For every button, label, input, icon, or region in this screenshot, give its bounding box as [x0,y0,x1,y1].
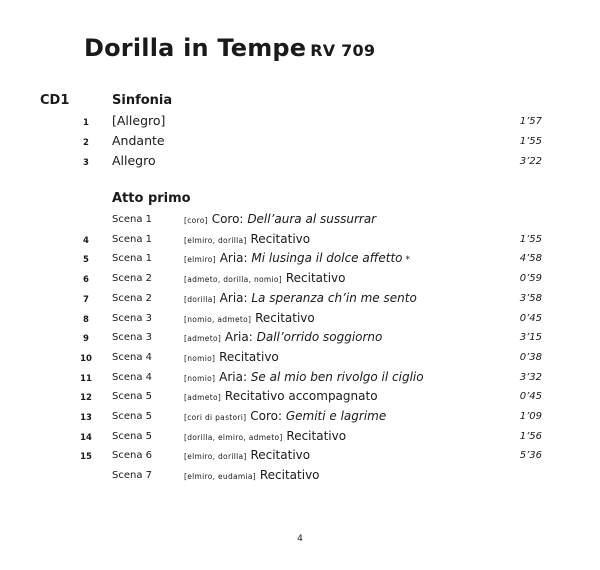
track-row [0,113,600,133]
track-duration: 4’58 [519,253,542,265]
track-type: Aria: [219,251,248,266]
track-row [0,310,600,330]
track-duration: 1’09 [519,411,542,422]
track-title: Se al mio ben rivolgo il ciglio [250,369,424,384]
scene-label: Scena 5 [112,391,153,403]
catalog-number: RV 709 [310,41,376,60]
track-number: 4 [83,235,89,246]
track-roles: [admeto] [184,334,222,344]
track-type: Recitativo [286,428,347,443]
track-number: 11 [80,373,92,384]
scene-label: Scena 5 [112,411,153,422]
track-description [184,212,376,226]
track-title: [Allegro] [112,113,166,128]
track-duration: 3’58 [519,292,542,304]
track-roles: [admeto, dorilla, nomio] [184,275,282,285]
track-duration: 3’22 [519,156,542,167]
track-description [184,271,345,285]
track-number: 9 [83,334,89,345]
track-duration: 1’55 [519,136,542,147]
scene-label: Scena 2 [112,273,153,285]
track-type: Coro: [250,409,283,423]
track-description [184,232,310,246]
track-type: Recitativo [250,448,311,463]
track-roles: [coro] [184,216,208,225]
track-number: 13 [80,413,92,423]
track-row [0,133,600,153]
track-roles: [nomio] [184,373,216,383]
track-roles: [elmiro, eudamia] [184,472,257,482]
track-row [0,231,600,251]
track-type: Recitativo [285,271,346,286]
scene-label: Scena 1 [112,233,153,245]
track-row [0,369,600,389]
footnote-mark: * [405,255,411,266]
track-row [0,329,600,349]
track-number: 6 [83,275,89,286]
track-description [184,429,346,443]
track-description [184,448,310,462]
track-row [0,153,600,173]
track-title: Gemiti e lagrime [285,409,387,423]
track-row [0,270,600,290]
page-number: 4 [297,534,303,544]
track-number: 7 [83,294,89,305]
track-roles: [nomio, admeto] [184,314,252,324]
track-description [184,370,424,384]
track-type: Recitativo [219,349,279,364]
track-number: 3 [83,158,89,168]
opera-title: Dorilla in Tempe [84,34,307,62]
track-number: 2 [83,138,89,148]
track-roles: [admeto] [184,393,222,403]
track-duration: 0’59 [519,273,542,285]
track-duration: 3’15 [519,332,542,344]
track-title: Dell’aura al sussurrar [247,212,377,226]
section-sinfonia: Sinfonia [112,93,173,108]
track-type: Recitativo [250,231,311,246]
track-number: 5 [83,255,89,266]
track-type: Aria: [224,330,253,345]
track-row [0,250,600,270]
track-type: Aria: [219,369,247,384]
track-type: Coro: [211,212,244,226]
track-type: Recitativo accompagnato [224,389,378,404]
track-title: Andante [112,133,165,148]
scene-label: Scena 6 [112,450,153,462]
track-duration: 0’38 [519,351,542,363]
track-type: Aria: [219,290,248,305]
track-description [184,389,378,403]
track-title: La speranza ch’in me sento [251,290,417,305]
track-description [184,350,279,364]
scene-label: Scena 5 [112,430,153,442]
track-roles: [nomio] [184,353,216,363]
track-duration: 0’45 [519,391,542,403]
page-title [84,34,375,62]
track-title: Dall’orrido soggiorno [256,330,383,345]
track-description [184,409,386,423]
track-title: Allegro [112,153,156,168]
track-duration: 1’56 [519,430,542,442]
track-number: 1 [83,118,89,128]
scene-label: Scena 2 [112,292,153,304]
track-description [184,311,315,325]
scene-label: Scena 4 [112,371,153,383]
track-row [0,467,600,487]
scene-label: Scena 7 [112,470,153,482]
track-row [0,211,600,231]
section-atto-primo: Atto primo [112,191,191,206]
track-row [0,290,600,310]
track-roles: [cori di pastori] [184,413,247,422]
track-roles: [dorilla, elmiro, admeto] [184,432,283,442]
track-duration: 3’32 [519,371,542,383]
track-description [184,330,382,344]
track-number: 12 [80,393,92,404]
track-roles: [elmiro, dorilla] [184,452,247,462]
scene-label: Scena 3 [112,312,153,324]
cd-label: CD1 [40,93,70,108]
track-type: Recitativo [255,310,315,325]
track-roles: [elmiro, dorilla] [184,235,247,245]
scene-label: Scena 4 [112,351,153,363]
track-row [0,349,600,369]
track-roles: [elmiro] [184,255,216,265]
track-description [184,251,410,265]
track-description [184,291,417,305]
track-row [0,428,600,448]
scene-label: Scena 1 [112,214,153,225]
track-duration: 1’55 [519,233,542,245]
track-description [184,468,320,482]
track-type: Recitativo [259,468,320,483]
scene-label: Scena 3 [112,332,153,344]
track-number: 15 [80,452,92,463]
track-roles: [dorilla] [184,294,216,304]
track-row [0,388,600,408]
track-title: Mi lusinga il dolce affetto [251,251,403,266]
track-number: 14 [80,432,92,443]
scene-label: Scena 1 [112,253,153,265]
track-row [0,408,600,428]
track-number: 8 [83,314,89,325]
track-row [0,447,600,467]
track-number: 10 [80,353,92,364]
track-duration: 5’36 [519,450,542,462]
track-duration: 1’57 [519,116,542,127]
track-duration: 0’45 [519,312,542,324]
